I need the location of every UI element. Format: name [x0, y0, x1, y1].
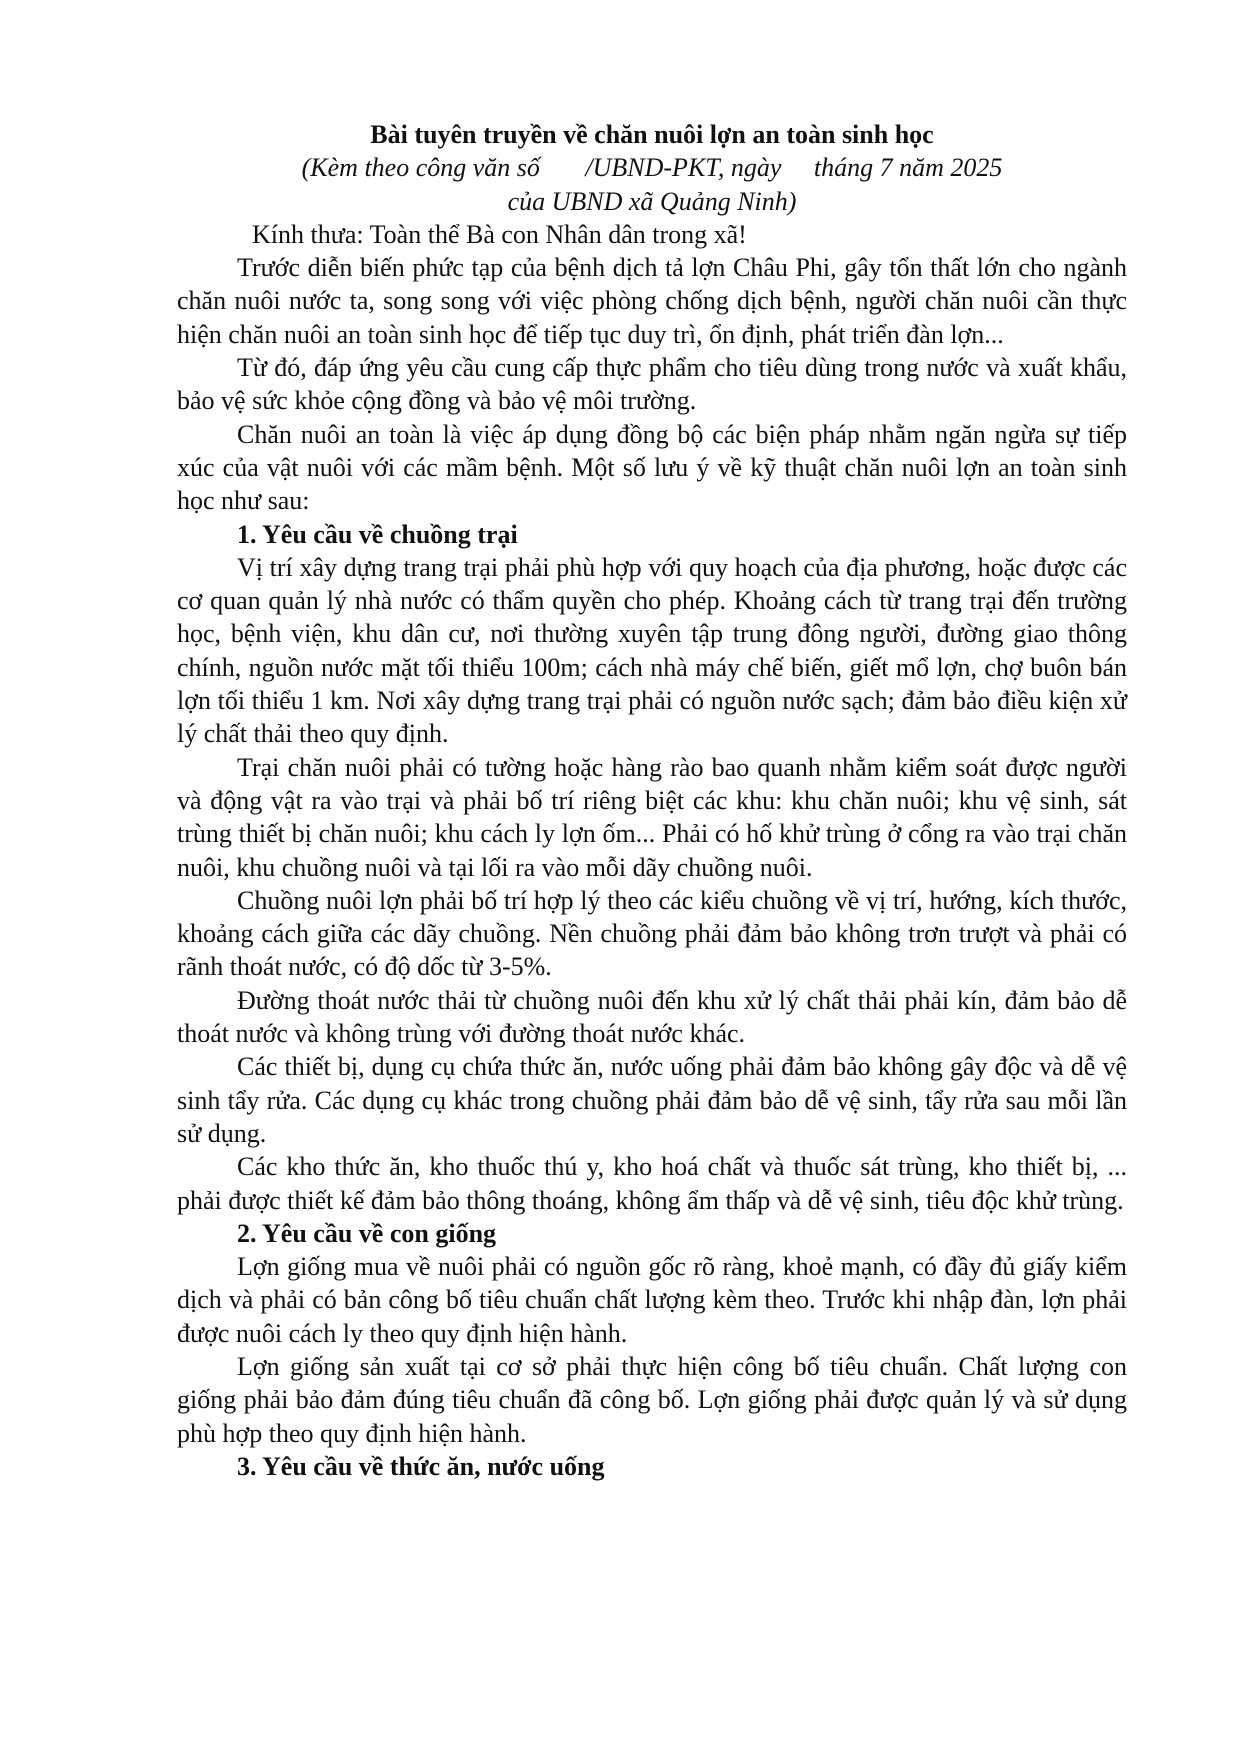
- section-paragraph: Lợn giống sản xuất tại cơ sở phải thực hiện công bố tiêu chuẩn. Chất lượng con giống phải bảo đảm đúng tiêu chuẩn đã công bố. Lợn giống phải được quản lý và sử dụng phù hợp theo quy định hiện hành.: [177, 1351, 1127, 1448]
- salutation: Kính thưa: Toàn thể Bà con Nhân dân trong xã!: [252, 219, 747, 249]
- section-heading-chuong-trai: 1. Yêu cầu về chuồng trại: [237, 519, 518, 549]
- document-page: [177, 118, 1127, 1483]
- document-subtitle-line-2: của UBND xã Quảng Ninh): [507, 186, 797, 216]
- section-heading-con-giong: 2. Yêu cầu về con giống: [237, 1218, 497, 1248]
- section-paragraph: Trại chăn nuôi phải có tường hoặc hàng rào bao quanh nhằm kiểm soát được người và động vật ra vào trại và phải bố trí riêng biệt các khu: khu chăn nuôi; khu vệ sinh, sát trùng thiết bị chăn nuôi; khu cách ly lợn ốm... Phải có hố khử trùng ở cổng ra vào trại chăn nuôi, khu chuồng nuôi và tại lối ra vào mỗi dãy chuồng nuôi.: [177, 752, 1127, 882]
- intro-paragraph: Từ đó, đáp ứng yêu cầu cung cấp thực phẩm cho tiêu dùng trong nước và xuất khẩu, bảo vệ sức khỏe cộng đồng và bảo vệ môi trường.: [177, 353, 1127, 416]
- intro-paragraph: Chăn nuôi an toàn là việc áp dụng đồng bộ các biện pháp nhằm ngăn ngừa sự tiếp xúc của vật nuôi với các mầm bệnh. Một số lưu ý về kỹ thuật chăn nuôi lợn an toàn sinh học như sau:: [177, 419, 1127, 516]
- intro-paragraph: Trước diễn biến phức tạp của bệnh dịch tả lợn Châu Phi, gây tổn thất lớn cho ngành chăn nuôi nước ta, song song với việc phòng chống dịch bệnh, người chăn nuôi cần thực hiện chăn nuôi an toàn sinh học để tiếp tục duy trì, ổn định, phát triển đàn lợn...: [177, 253, 1127, 349]
- section-paragraph: Các thiết bị, dụng cụ chứa thức ăn, nước uống phải đảm bảo không gây độc và dễ vệ sinh tẩy rửa. Các dụng cụ khác trong chuồng phải đảm bảo dễ vệ sinh, tẩy rửa sau mỗi lần sử dụng.: [177, 1052, 1127, 1148]
- section-heading-thuc-an-nuoc-uong: 3. Yêu cầu về thức ăn, nước uống: [237, 1451, 605, 1481]
- section-paragraph: Vị trí xây dựng trang trại phải phù hợp với quy hoạch của địa phương, hoặc được các cơ quan quản lý nhà nước có thẩm quyền cho phép. Khoảng cách từ trang trại đến trường học, bệnh viện, khu dân cư, nơi thường xuyên tập trung đông người, đường giao thông chính, nguồn nước mặt tối thiểu 100m; cách nhà máy chế biến, giết mổ lợn, chợ buôn bán lợn tối thiểu 1 km. Nơi xây dựng trang trại phải có nguồn nước sạch; đảm bảo điều kiện xử lý chất thải theo quy định.: [177, 552, 1127, 749]
- section-paragraph: Đường thoát nước thải từ chuồng nuôi đến khu xử lý chất thải phải kín, đảm bảo dễ thoát nước và không trùng với đường thoát nước khác.: [177, 985, 1127, 1049]
- section-paragraph: Các kho thức ăn, kho thuốc thú y, kho hoá chất và thuốc sát trùng, kho thiết bị, ... phải được thiết kế đảm bảo thông thoáng, không ẩm thấp và dễ vệ sinh, tiêu độc khử trùng.: [177, 1152, 1127, 1215]
- document-subtitle-line-1: (Kèm theo công văn số /UBND-PKT, ngày tháng 7 năm 2025: [301, 153, 1003, 183]
- document-title: Bài tuyên truyền về chăn nuôi lợn an toàn sinh học: [370, 120, 934, 149]
- section-paragraph: Lợn giống mua về nuôi phải có nguồn gốc rõ ràng, khoẻ mạnh, có đầy đủ giấy kiểm dịch và phải có bản công bố tiêu chuẩn chất lượng kèm theo. Trước khi nhập đàn, lợn phải được nuôi cách ly theo quy định hiện hành.: [177, 1252, 1127, 1348]
- section-paragraph: Chuồng nuôi lợn phải bố trí hợp lý theo các kiểu chuồng về vị trí, hướng, kích thước, khoảng cách giữa các dãy chuồng. Nền chuồng phải đảm bảo không trơn trượt và phải có rãnh thoát nước, có độ dốc từ 3-5%.: [177, 885, 1127, 982]
